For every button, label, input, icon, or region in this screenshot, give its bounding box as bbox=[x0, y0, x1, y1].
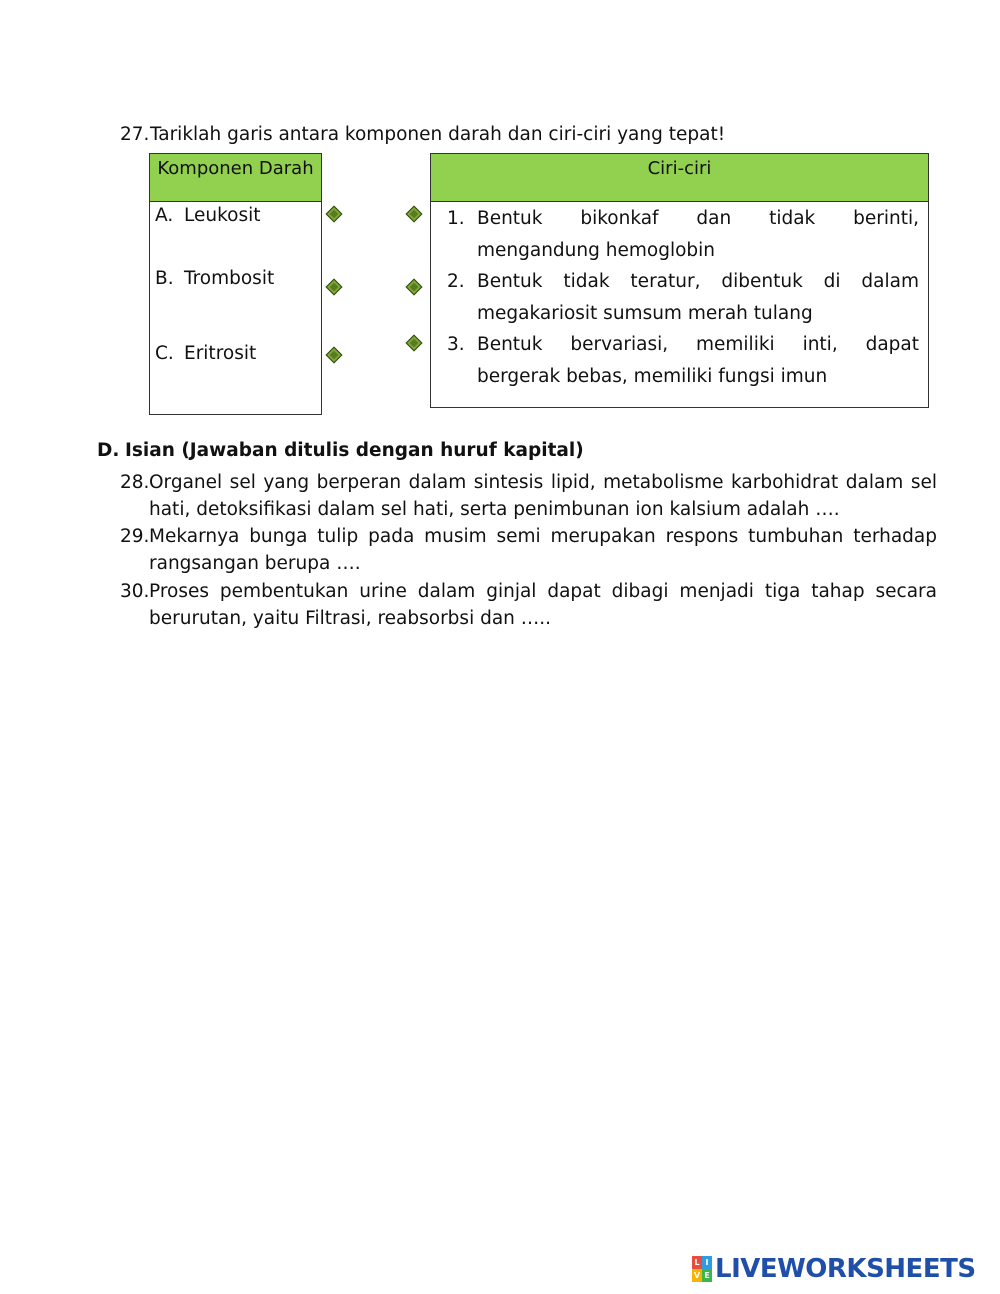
list-item bbox=[447, 203, 919, 266]
question-text: Organel sel yang berperan dalam sintesis lipid, metabolisme karbohidrat dalam sel hati, detoksifikasi dalam sel hati, serta penimbunan ion kalsium adalah …. bbox=[149, 472, 937, 520]
item-label: B. bbox=[155, 268, 174, 289]
question-text: Proses pembentukan urine dalam ginjal dapat dibagi menjadi tiga tahap secara berurutan, yaitu Filtrasi, reabsorbsi dan ….. bbox=[149, 581, 937, 629]
item-text: Bentuk bikonkaf dan tidak berinti, mengandung hemoglobin bbox=[477, 208, 919, 261]
item-number: 1. bbox=[447, 208, 465, 229]
section-title: Isian (Jawaban ditulis dengan huruf kapital) bbox=[125, 440, 584, 461]
blood-component-table bbox=[149, 153, 322, 415]
list-item bbox=[155, 205, 261, 226]
question-text: Tariklah garis antara komponen darah dan ciri-ciri yang tepat! bbox=[150, 124, 726, 145]
question-number: 29. bbox=[120, 526, 150, 547]
question-29 bbox=[120, 523, 937, 577]
liveworksheets-logo bbox=[692, 1254, 976, 1284]
item-text: Bentuk bervariasi, memiliki inti, dapat bergerak bebas, memiliki fungsi imun bbox=[477, 334, 919, 387]
connector-dot-right-2[interactable] bbox=[406, 279, 423, 296]
connector-dot-right-1[interactable] bbox=[406, 206, 423, 223]
item-label: A. bbox=[155, 205, 174, 226]
item-text: Trombosit bbox=[184, 268, 275, 289]
question-27 bbox=[120, 124, 725, 145]
item-text: Eritrosit bbox=[184, 343, 257, 364]
question-number: 28. bbox=[120, 472, 150, 493]
question-number: 30. bbox=[120, 581, 150, 602]
item-text: Bentuk tidak teratur, dibentuk di dalam megakariosit sumsum merah tulang bbox=[477, 271, 919, 324]
section-heading bbox=[97, 440, 584, 461]
list-item bbox=[155, 268, 274, 289]
logo-letter: E bbox=[702, 1269, 712, 1282]
section-letter: D. bbox=[97, 440, 120, 461]
list-item bbox=[447, 329, 919, 392]
logo-letter: V bbox=[693, 1271, 701, 1280]
connector-dot-right-3[interactable] bbox=[406, 335, 423, 352]
connector-dot-left-c[interactable] bbox=[326, 347, 343, 364]
item-number: 3. bbox=[447, 334, 465, 355]
connector-dot-left-b[interactable] bbox=[326, 279, 343, 296]
question-text: Mekarnya bunga tulip pada musim semi merupakan respons tumbuhan terhadap rangsangan berupa …. bbox=[149, 526, 937, 574]
table-header: Komponen Darah bbox=[150, 154, 321, 202]
connector-dot-left-a[interactable] bbox=[326, 206, 343, 223]
item-number: 2. bbox=[447, 271, 465, 292]
table-header: Ciri-ciri bbox=[431, 154, 928, 202]
question-28 bbox=[120, 469, 937, 523]
logo-letter: L bbox=[692, 1256, 702, 1269]
list-item bbox=[447, 266, 919, 329]
characteristics-table bbox=[430, 153, 929, 408]
logo-mark-icon bbox=[692, 1256, 712, 1282]
logo-text: LIVEWORKSHEETS bbox=[715, 1254, 976, 1284]
item-label: C. bbox=[155, 343, 174, 364]
logo-letter: I bbox=[702, 1256, 712, 1269]
list-item bbox=[155, 343, 256, 364]
question-30 bbox=[120, 578, 937, 632]
item-text: Leukosit bbox=[184, 205, 261, 226]
question-number: 27. bbox=[120, 124, 150, 145]
